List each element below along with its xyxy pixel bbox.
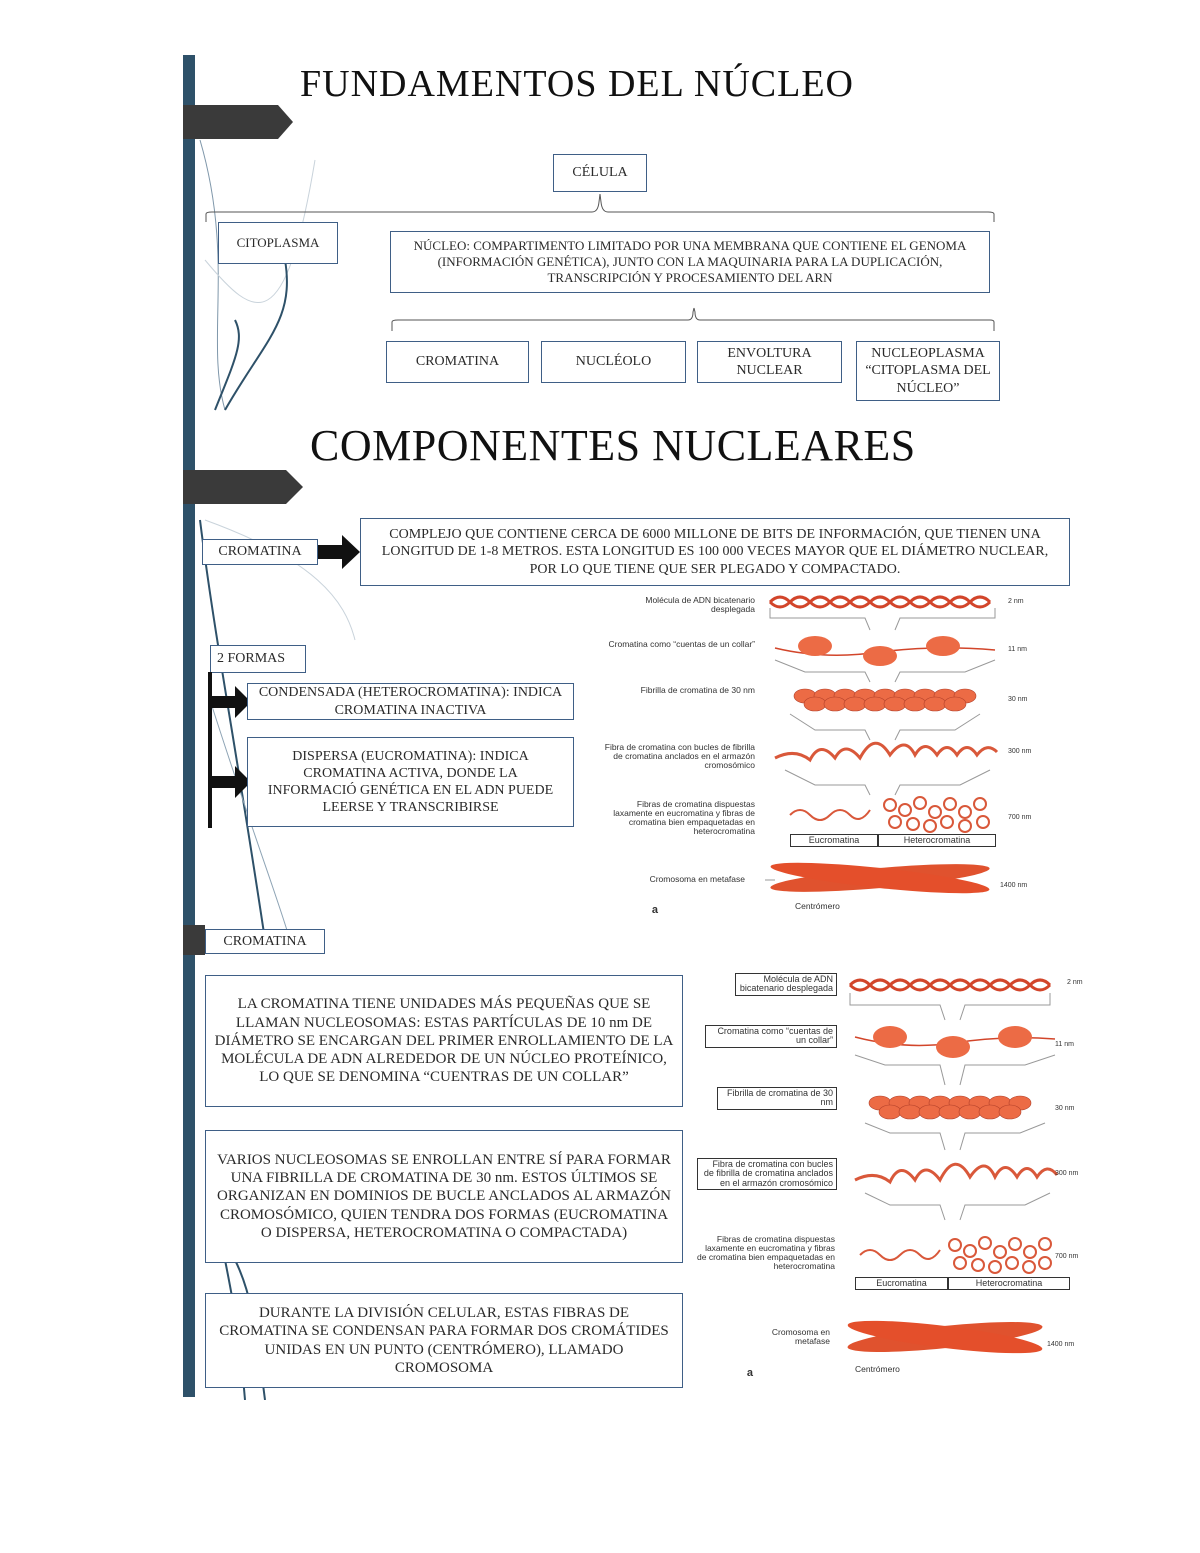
formas-label-box: 2 FORMAS: [210, 645, 306, 673]
component-envoltura: ENVOLTURA NUCLEAR: [697, 341, 842, 383]
fig2-label-eu-hetero: Fibras de cromatina dispuestas laxamente en eucromatina y fibras de cromatina bien empaquetadas en heterocromatina: [697, 1234, 835, 1271]
dispersa-box: DISPERSA (EUCROMATINA): INDICA CROMATINA ACTIVA, DONDE LA INFORMACIÓ GENÉTICA EN EL ADN PUEDE LEERSE Y TRANSCRIBIRSE: [247, 737, 574, 827]
fig-label-metafase: Cromosoma en metafase: [649, 874, 745, 884]
fig-label-adn: Molécula de ADN bicatenario desplegada: [645, 595, 755, 614]
scale-11nm: 11 nm: [1008, 646, 1027, 653]
sidebar-bar: [183, 55, 195, 1397]
title-fundamentos: FUNDAMENTOS DEL NÚCLEO: [300, 63, 854, 105]
scale-700nm: 700 nm: [1008, 814, 1032, 821]
fig-panel-letter: a: [651, 904, 658, 916]
chromatin-levels-graphic: [765, 590, 1010, 920]
fig-label-fibrilla: Fibrilla de cromatina de 30 nm: [640, 685, 755, 695]
fibrilla-paragraph: VARIOS NUCLEOSOMAS SE ENROLLAN ENTRE SÍ PARA FORMAR UNA FIBRILLA DE CROMATINA DE 30 nm. ESTOS ÚLTIMOS SE ORGANIZAN EN DOMINIOS DE BUCLE ANCLADOS AL ARMAZÓN CROMOSÓMICO, QUIEN TENDRA DOS FORMAS (EUCROMATINA O DISPERSA, HETEROCROMATINA O COMPACTADA): [205, 1130, 683, 1263]
citoplasma-box: CITOPLASMA: [218, 222, 338, 264]
fig2-label-metafase: Cromosoma en metafase: [771, 1327, 830, 1346]
forms-bracket: [205, 672, 253, 832]
fig2-label-collar: Cromatina como “cuentas de un collar”: [705, 1025, 837, 1048]
fig2-scale-30nm: 30 nm: [1055, 1105, 1075, 1112]
fig-label-collar: Cromatina como “cuentas de un collar”: [608, 639, 755, 649]
chromatin-figure-top: [600, 590, 1070, 920]
fig2-scale-11nm: 11 nm: [1055, 1041, 1074, 1048]
arrow-right-icon: [318, 533, 362, 571]
celula-box: CÉLULA: [553, 154, 647, 192]
component-nucleolo: NUCLÉOLO: [541, 341, 686, 383]
chromatin-levels-graphic-2: [845, 965, 1070, 1390]
component-nucleoplasma: NUCLEOPLASMA “CITOPLASMA DEL NÚCLEO”: [856, 341, 1000, 401]
fig2-centromero: Centrómero: [855, 1364, 900, 1374]
brace-nucleo: [390, 296, 1000, 336]
scale-30nm: 30 nm: [1008, 696, 1028, 703]
fig2-panel-letter: a: [746, 1367, 753, 1379]
scale-300nm: 300 nm: [1008, 748, 1032, 755]
fig2-scale-700nm: 700 nm: [1055, 1253, 1079, 1260]
tab-marker-1: [183, 105, 293, 139]
fig2-scale-300nm: 300 nm: [1055, 1170, 1079, 1177]
component-cromatina: CROMATINA: [386, 341, 529, 383]
cromatina-definition: COMPLEJO QUE CONTIENE CERCA DE 6000 MILLONE DE BITS DE INFORMACIÓN, QUE TIENEN UNA LONGITUD DE 1-8 METROS. ESTA LONGITUD ES 100 000 VECES MAYOR QUE EL DIÁMETRO NUCLEAR, POR LO QUE TIENE QUE SER PLEGADO Y COMPACTADO.: [360, 518, 1070, 586]
cromatina-label-box-2: CROMATINA: [205, 929, 325, 954]
nucleo-definition: NÚCLEO: COMPARTIMENTO LIMITADO POR UNA MEMBRANA QUE CONTIENE EL GENOMA (INFORMACIÓN GENÉTICA), JUNTO CON LA MAQUINARIA PARA LA DUPLICACIÓN, TRANSCRIPCIÓN Y PROCESAMIENTO DEL ARN: [390, 231, 990, 293]
fig-eucromatina: Eucromatina: [790, 834, 878, 847]
fig2-label-fibra-bucles: Fibra de cromatina con bucles de fibrilla de cromatina anclados en el armazón cromosómico: [697, 1158, 837, 1190]
fig-heterocromatina: Heterocromatina: [878, 834, 996, 847]
cromosoma-paragraph: DURANTE LA DIVISIÓN CELULAR, ESTAS FIBRAS DE CROMATINA SE CONDENSAN PARA FORMAR DOS CROMÁTIDES UNIDAS EN UN PUNTO (CENTRÓMERO), LLAMADO CROMOSOMA: [205, 1293, 683, 1388]
fig-centromero: Centrómero: [795, 901, 840, 911]
fig2-scale-1400nm: 1400 nm: [1047, 1341, 1075, 1348]
fig-label-fibra-bucles: Fibra de cromatina con bucles de fibrilla de cromatina anclados en el armazón cromosómico: [604, 742, 755, 770]
chromatin-figure-bottom: [695, 965, 1115, 1390]
fig-label-eu-hetero: Fibras de cromatina dispuestas laxamente en eucromatina y fibras de cromatina bien empaquetadas en heterocromatina: [613, 799, 755, 836]
fig2-label-adn: Molécula de ADN bicatenario desplegada: [735, 973, 837, 996]
cromatina-label-box: CROMATINA: [202, 539, 318, 565]
fig2-scale-2nm: 2 nm: [1067, 979, 1083, 986]
fig2-label-fibrilla: Fibrilla de cromatina de 30 nm: [717, 1087, 837, 1110]
nucleosomas-paragraph: LA CROMATINA TIENE UNIDADES MÁS PEQUEÑAS QUE SE LLAMAN NUCLEOSOMAS: ESTAS PARTÍCULAS DE 10 nm DE DIÁMETRO SE ENCARGAN DEL PRIMER ENROLLAMIENTO DE LA MOLÉCULA DE ADN ALREDEDOR DE UN NÚCLEO PROTEÍNICO, LO QUE SE DENOMINA “CUENTRAS DE UN COLLAR”: [205, 975, 683, 1107]
title-componentes: COMPONENTES NUCLEARES: [310, 421, 916, 470]
fig2-heterocromatina: Heterocromatina: [948, 1277, 1070, 1290]
scale-2nm: 2 nm: [1008, 598, 1024, 605]
condensada-box: CONDENSADA (HETEROCROMATINA): INDICA CROMATINA INACTIVA: [247, 683, 574, 720]
scale-1400nm: 1400 nm: [1000, 882, 1028, 889]
fig2-eucromatina: Eucromatina: [855, 1277, 948, 1290]
